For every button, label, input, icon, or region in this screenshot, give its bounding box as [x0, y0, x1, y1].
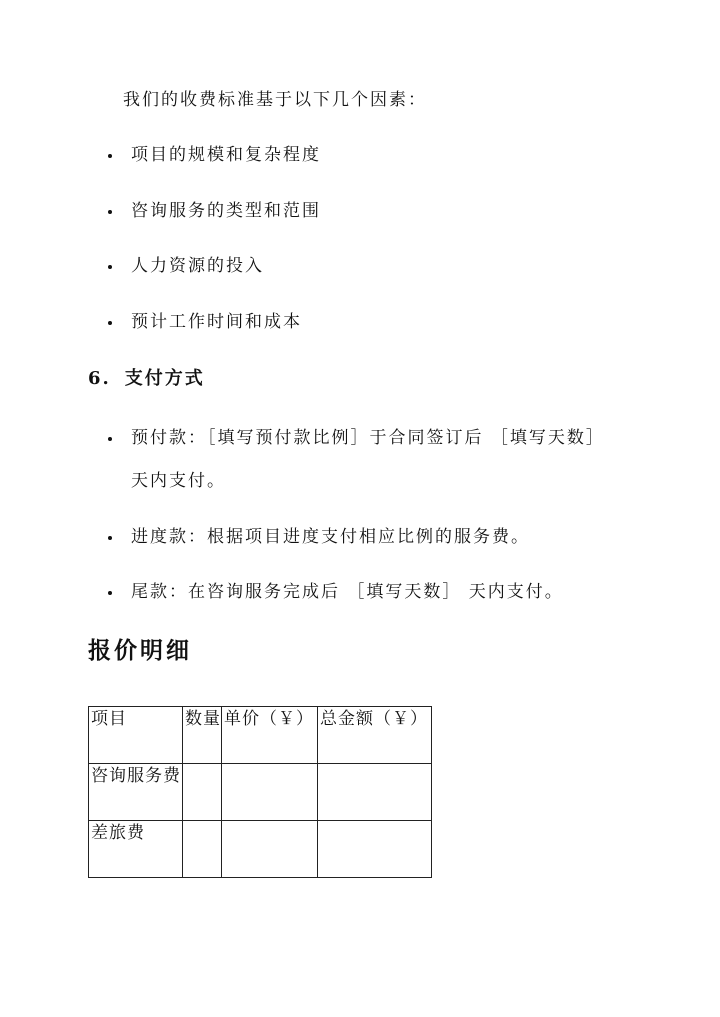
bullet-dot-icon — [108, 210, 112, 214]
table-cell — [222, 764, 318, 821]
list-item-text: 尾款：在咨询服务完成后 ［填写天数］ 天内支付。 — [131, 582, 564, 602]
section-heading — [88, 366, 205, 392]
table-cell — [222, 821, 318, 878]
quote-table — [88, 706, 432, 878]
table-header-cell: 项目 — [89, 707, 183, 764]
list-item-text: 进度款：根据项目进度支付相应比例的服务费。 — [131, 527, 530, 547]
intro-paragraph: 我们的收费标准基于以下几个因素： — [123, 90, 427, 110]
list-item-text: 项目的规模和复杂程度 — [131, 145, 321, 165]
bullet-dot-icon — [108, 321, 112, 325]
list-item-text: 预付款：［填写预付款比例］于合同签订后 ［填写天数］ — [131, 428, 605, 448]
list-item-text: 预计工作时间和成本 — [131, 312, 302, 332]
bullet-dot-icon — [108, 591, 112, 595]
table-cell: 差旅费 — [89, 821, 183, 878]
table-header-row — [89, 707, 432, 764]
list-item-continuation: 天内支付。 — [131, 471, 226, 491]
table-header-cell: 总金额（￥） — [318, 707, 432, 764]
section-number: 6. — [88, 368, 111, 389]
bullet-dot-icon — [108, 154, 112, 158]
table-header-cell: 数量 — [183, 707, 222, 764]
table-header-cell: 单价（￥） — [222, 707, 318, 764]
bullet-dot-icon — [108, 265, 112, 269]
bullet-dot-icon — [108, 437, 112, 441]
list-item-text: 咨询服务的类型和范围 — [131, 201, 321, 221]
list-item-text: 人力资源的投入 — [131, 256, 264, 276]
table-cell — [318, 764, 432, 821]
table-cell: 咨询服务费 — [89, 764, 183, 821]
table-cell — [318, 821, 432, 878]
table-row — [89, 764, 432, 821]
quote-heading: 报价明细 — [88, 637, 192, 664]
bullet-dot-icon — [108, 536, 112, 540]
section-title: 支付方式 — [124, 368, 205, 389]
table-cell — [183, 821, 222, 878]
table-row — [89, 821, 432, 878]
table-cell — [183, 764, 222, 821]
